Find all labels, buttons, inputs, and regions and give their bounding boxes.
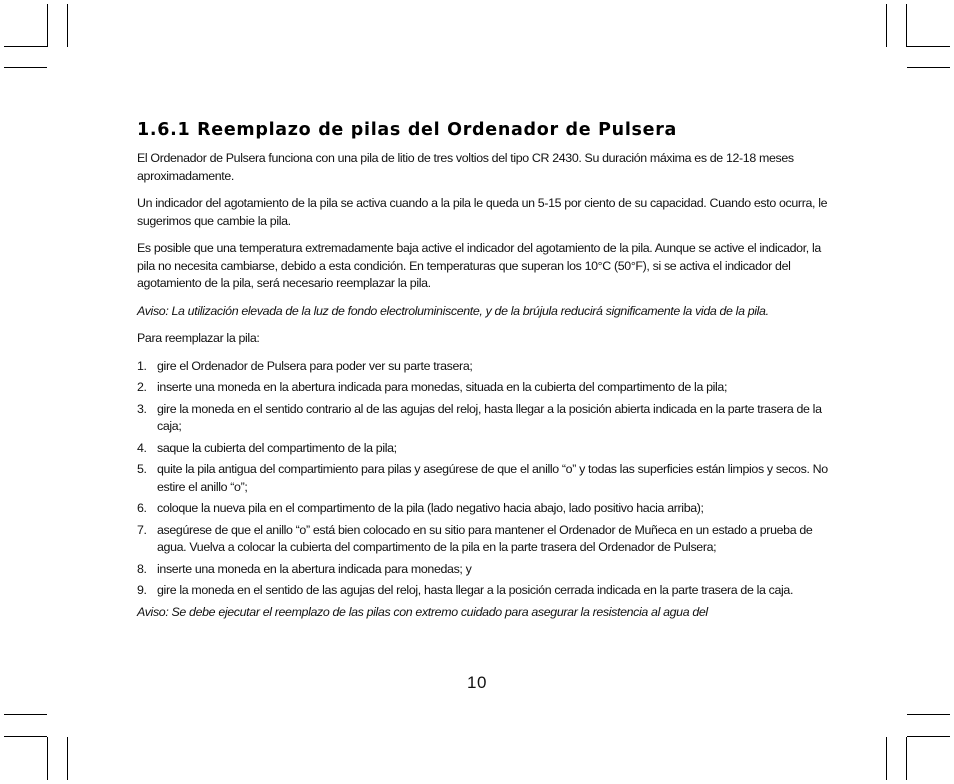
crop-mark: [906, 737, 907, 780]
list-item: [137, 401, 831, 436]
list-item: [137, 500, 831, 518]
step-number: 9.: [137, 583, 147, 597]
crop-mark: [907, 714, 950, 715]
list-item: [137, 461, 831, 496]
steps-intro: Para reemplazar la pila:: [137, 331, 260, 345]
notice-backlight: Aviso: La utilización elevada de la luz de fondo electroluminiscente, y de la brújula reducirá significamente la vida de la pila.: [137, 303, 769, 318]
page-content: [137, 118, 831, 631]
list-item: [137, 379, 831, 397]
crop-mark: [907, 67, 950, 68]
step-text: gire la moneda en el sentido de las agujas del reloj, hasta llegar a la posición cerrada indicada en la parte trasera de la caja.: [157, 583, 794, 597]
list-item: [137, 358, 831, 376]
crop-mark: [47, 737, 48, 780]
list-item: [137, 440, 831, 458]
steps-list: [137, 358, 831, 600]
step-text: asegúrese de que el anillo “o” está bien colocado en su sitio para mantener el Ordenador de Muñeca en un estado a prueba de agua. Vuelva a colocar la cubierta del compartimento de la pila en la parte trasera del Ordenador de Pulsera;: [157, 522, 813, 554]
crop-mark: [886, 4, 887, 47]
crop-mark: [67, 737, 68, 780]
step-text: inserte una moneda en la abertura indicada para monedas, situada en la cubierta del compartimento de la pila;: [157, 380, 728, 394]
page-number: 10: [467, 673, 487, 692]
step-number: 3.: [137, 401, 147, 416]
step-text: gire la moneda en el sentido contrario al de las agujas del reloj, hasta llegar a la posición abierta indicada en la parte trasera de la caja;: [157, 401, 822, 433]
crop-mark: [67, 4, 68, 47]
step-number: 1.: [137, 358, 147, 373]
step-text: coloque la nueva pila en el compartimento de la pila (lado negativo hacia abajo, lado positivo hacia arriba);: [157, 501, 704, 515]
step-number: 5.: [137, 462, 147, 476]
step-text: saque la cubierta del compartimento de la pila;: [157, 440, 397, 455]
step-number: 7.: [137, 522, 147, 537]
crop-mark: [47, 4, 48, 47]
step-number: 8.: [137, 561, 147, 576]
crop-mark: [4, 67, 47, 68]
crop-mark: [4, 714, 47, 715]
step-text: gire el Ordenador de Pulsera para poder ver su parte trasera;: [157, 358, 473, 373]
notice-water-resistance: Aviso: Se debe ejecutar el reemplazo de las pilas con extremo cuidado para asegurar la resistencia al agua del: [137, 604, 708, 619]
step-number: 6.: [137, 501, 147, 515]
crop-mark: [886, 737, 887, 780]
crop-mark: [4, 736, 47, 737]
list-item: [137, 522, 831, 557]
crop-mark: [906, 4, 907, 47]
paragraph-battery-type: El Ordenador de Pulsera funciona con una pila de litio de tres voltios del tipo CR 2430. Su duración máxima es de 12-18 meses aproximadamente.: [137, 151, 794, 183]
step-number: 4.: [137, 440, 147, 455]
section-title: 1.6.1 Reemplazo de pilas del Ordenador de Pulsera: [137, 120, 678, 140]
step-number: 2.: [137, 380, 147, 394]
crop-mark: [907, 46, 950, 47]
step-text: quite la pila antigua del compartimiento para pilas y asegúrese de que el anillo “o” y todas las superficies están limpios y secos. No estire el anillo “o”;: [157, 462, 828, 494]
list-item: [137, 582, 831, 600]
paragraph-low-battery-indicator: Un indicador del agotamiento de la pila se activa cuando a la pila le queda un 5-15 por ciento de su capacidad. Cuando esto ocurra, le sugerimos que cambie la pila.: [137, 196, 828, 228]
crop-mark: [4, 46, 47, 47]
paragraph-temperature: Es posible que una temperatura extremadamente baja active el indicador del agotamiento de la pila. Aunque se active el indicador, la pila no necesita cambiarse, debido a esta condición. En temperaturas que superan los 10°C (50°F), si se activa el indicador del agotamiento de la pila, será necesario reemplazar la pila.: [137, 241, 821, 290]
step-text: inserte una moneda en la abertura indicada para monedas; y: [157, 561, 472, 576]
list-item: [137, 561, 831, 579]
crop-mark: [907, 736, 950, 737]
